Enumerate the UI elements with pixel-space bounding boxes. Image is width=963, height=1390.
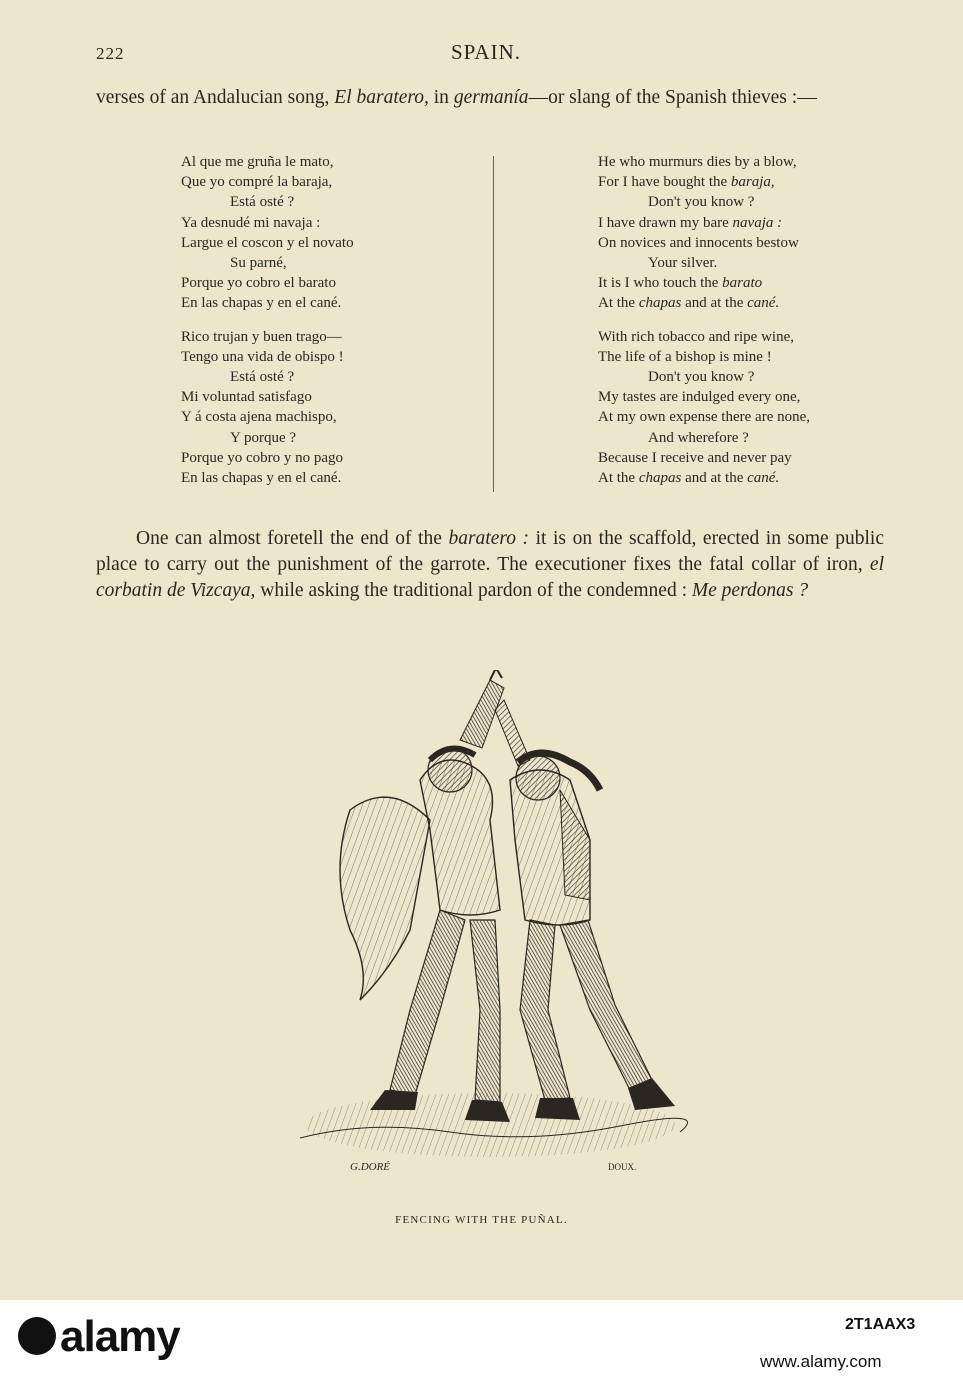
english-stanza-1 — [598, 152, 888, 314]
brand-name: alamy — [60, 1312, 180, 1361]
verse-line: And wherefore ? — [648, 429, 749, 446]
verse-line: En las chapas y en el cané. — [181, 470, 342, 487]
song-title: El baratero, — [334, 87, 429, 108]
fencing-figures-image — [290, 670, 690, 1190]
brand-logo — [18, 1312, 180, 1362]
song-spanish-column — [181, 152, 481, 501]
verse-line: Y á costa ajena machispo, — [181, 409, 337, 426]
verse-line: He who murmurs dies by a blow, — [598, 154, 797, 170]
image-id: 2T1AAX3 — [845, 1316, 916, 1333]
spanish-stanza-2 — [181, 327, 481, 489]
verse-line: Because I receive and never pay — [598, 449, 792, 466]
verse-line: Ya desnudé mi navaja : — [181, 214, 321, 231]
verse-line: Y porque ? — [230, 429, 297, 446]
column-divider — [493, 156, 494, 492]
engraver-signature: DOUX. — [608, 1162, 637, 1172]
intro-text: —or slang of the Spanish thieves :— — [528, 87, 817, 108]
verse-line: I have drawn my bare navaja : — [598, 214, 783, 231]
verse-line: Que yo compré la baraja, — [181, 174, 333, 191]
brand-icon — [18, 1317, 56, 1355]
verse-line: At the chapas and at the cané. — [598, 295, 780, 312]
verse-line: Porque yo cobro y no pago — [181, 449, 344, 466]
verse-line: At my own expense there are none, — [598, 409, 811, 426]
spanish-stanza-1 — [181, 152, 481, 314]
body-paragraph: One can almost foretell the end of the baratero : it is on the scaffold, erected in some public place to carry out the punishment of the garrote. The executioner fixes the fatal collar of iron, el corbatin de Vizcaya, while asking the traditional pardon of the condemned : Me perdonas ? — [96, 528, 884, 601]
intro-text: verses of an Andalucian song, — [96, 87, 335, 108]
verse-line: With rich tobacco and ripe wine, — [598, 328, 794, 345]
verse-line: Mi voluntad satisfago — [181, 389, 312, 406]
verse-line: Porque yo cobro el barato — [181, 275, 336, 292]
verse-line: At the chapas and at the cané. — [598, 470, 780, 487]
figure-caption: FENCING WITH THE PUÑAL. — [395, 1214, 568, 1226]
verse-line: Su parné, — [230, 255, 287, 272]
verse-line: Tengo una vida de obispo ! — [181, 348, 344, 365]
verse-line: Don't you know ? — [648, 369, 755, 386]
verse-line: Está osté ? — [230, 369, 295, 386]
verse-line: Está osté ? — [230, 194, 295, 211]
song-english-column — [598, 152, 888, 501]
page-number: 222 — [96, 44, 125, 63]
verse-line: It is I who touch the barato — [598, 275, 763, 292]
verse-line: En las chapas y en el cané. — [181, 295, 342, 312]
verse-line: Your silver. — [648, 255, 718, 272]
engraving-illustration — [290, 670, 690, 1190]
verse-line: My tastes are indulged every one, — [598, 389, 801, 406]
running-head: SPAIN. — [450, 40, 521, 64]
intro-paragraph — [96, 84, 884, 111]
intro-text: in — [428, 87, 454, 108]
verse-line: Don't you know ? — [648, 194, 755, 211]
slang-word: germanía — [453, 87, 529, 108]
verse-line: For I have bought the baraja, — [598, 174, 775, 191]
verse-line: Rico trujan y buen trago— — [181, 328, 342, 345]
page-header — [96, 40, 886, 70]
verse-line: Largue el coscon y el novato — [181, 234, 354, 251]
verse-line: The life of a bishop is mine ! — [598, 348, 772, 365]
artist-signature: G.DORÉ — [350, 1161, 391, 1173]
verse-line: Al que me gruña le mato, — [181, 154, 334, 170]
verse-line: On novices and innocents bestow — [598, 234, 799, 251]
english-stanza-2 — [598, 327, 888, 489]
site-url: www.alamy.com — [760, 1352, 882, 1371]
